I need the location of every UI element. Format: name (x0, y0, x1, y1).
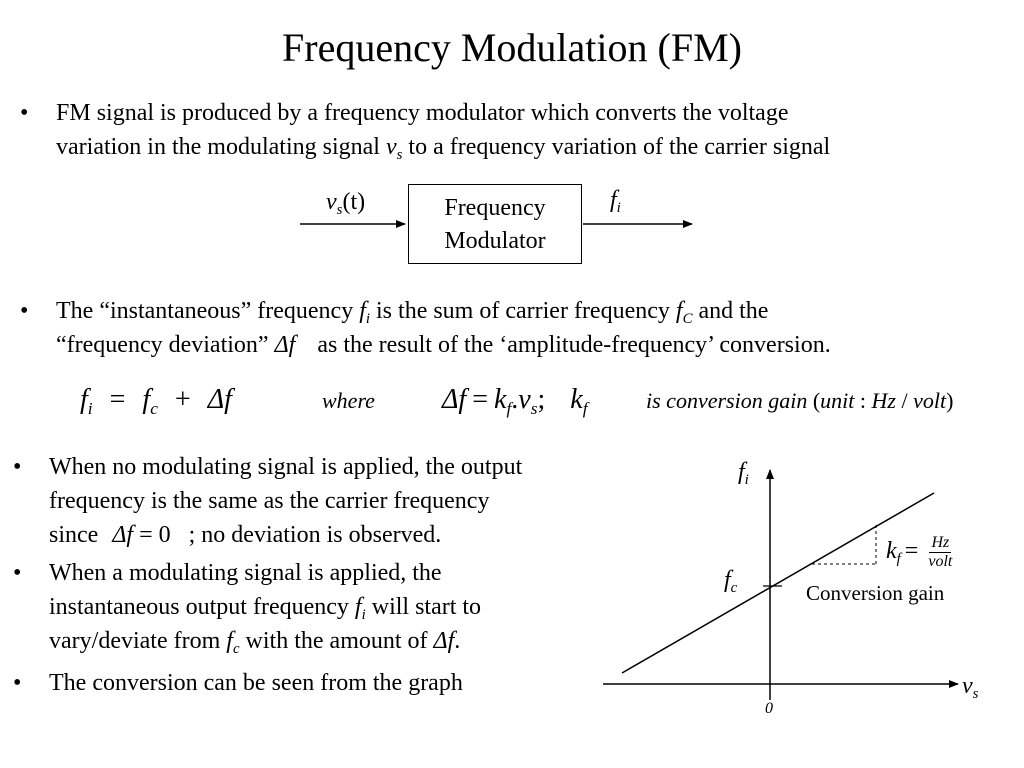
input-signal-label: $v_s(t)$ (326, 189, 366, 219)
b3-line-1: The conversion can be seen from the graph (49, 670, 463, 696)
bullet-dot: • (20, 298, 29, 324)
y-axis-label: $f_i$ (738, 459, 749, 489)
kf-formula: $k_f$ = $\frac{Hz}{\text{volt}}$ (886, 534, 953, 570)
page-title: Frequency Modulation (FM) (282, 25, 742, 70)
b1-line-1: When no modulating signal is applied, the output (49, 454, 523, 480)
bullet-dot: • (13, 454, 22, 480)
b1-line-3: since Δf = 0 ; no deviation is observed. (49, 522, 442, 548)
kf-fraction: $\frac{Hz}{\text{volt}}$ (928, 534, 953, 570)
bullet-dot: • (20, 100, 29, 126)
intro-line-1: FM signal is produced by a frequency modulator which converts the voltage (56, 100, 789, 126)
definition-line-1: The “instantaneous” frequency $f_i$ is the sum of carrier frequency $f_C$ and the (56, 298, 769, 328)
b1-line-2: frequency is the same as the carrier frequency (49, 488, 490, 514)
bullet-dot: • (13, 560, 22, 586)
b2-line-1: When a modulating signal is applied, the (49, 560, 442, 586)
origin-label: 0 (765, 700, 773, 717)
bullet-dot: • (13, 670, 22, 696)
b2-line-3: vary/deviate from $f_c$ with the amount of Δf. (49, 628, 461, 658)
fm-equation: $f_i = f_c + \Delta f$ (80, 384, 232, 419)
deviation-equation: $\Delta f = k_f.v_s$; $k_f$ (442, 384, 588, 419)
where-label: where (322, 388, 375, 413)
output-signal-label: $f_i$ (610, 187, 621, 217)
b2-line-2: instantaneous output frequency $f_i$ will start to (49, 594, 482, 624)
conversion-gain-definition: is conversion gain (unit : Hz / volt) (646, 388, 954, 413)
box-line-2: Modulator (444, 228, 546, 254)
conversion-gain-caption: Conversion gain (806, 581, 945, 605)
x-axis-label: $v_s$ (962, 673, 979, 703)
definition-line-2: “frequency deviation” Δf as the result of the ‘amplitude-frequency’ conversion. (56, 332, 831, 358)
box-line-1: Frequency (444, 195, 546, 221)
intro-line-2: variation in the modulating signal $v_s$ to a frequency variation of the carrier signal (56, 134, 831, 164)
fc-label: $f_c$ (724, 567, 738, 597)
